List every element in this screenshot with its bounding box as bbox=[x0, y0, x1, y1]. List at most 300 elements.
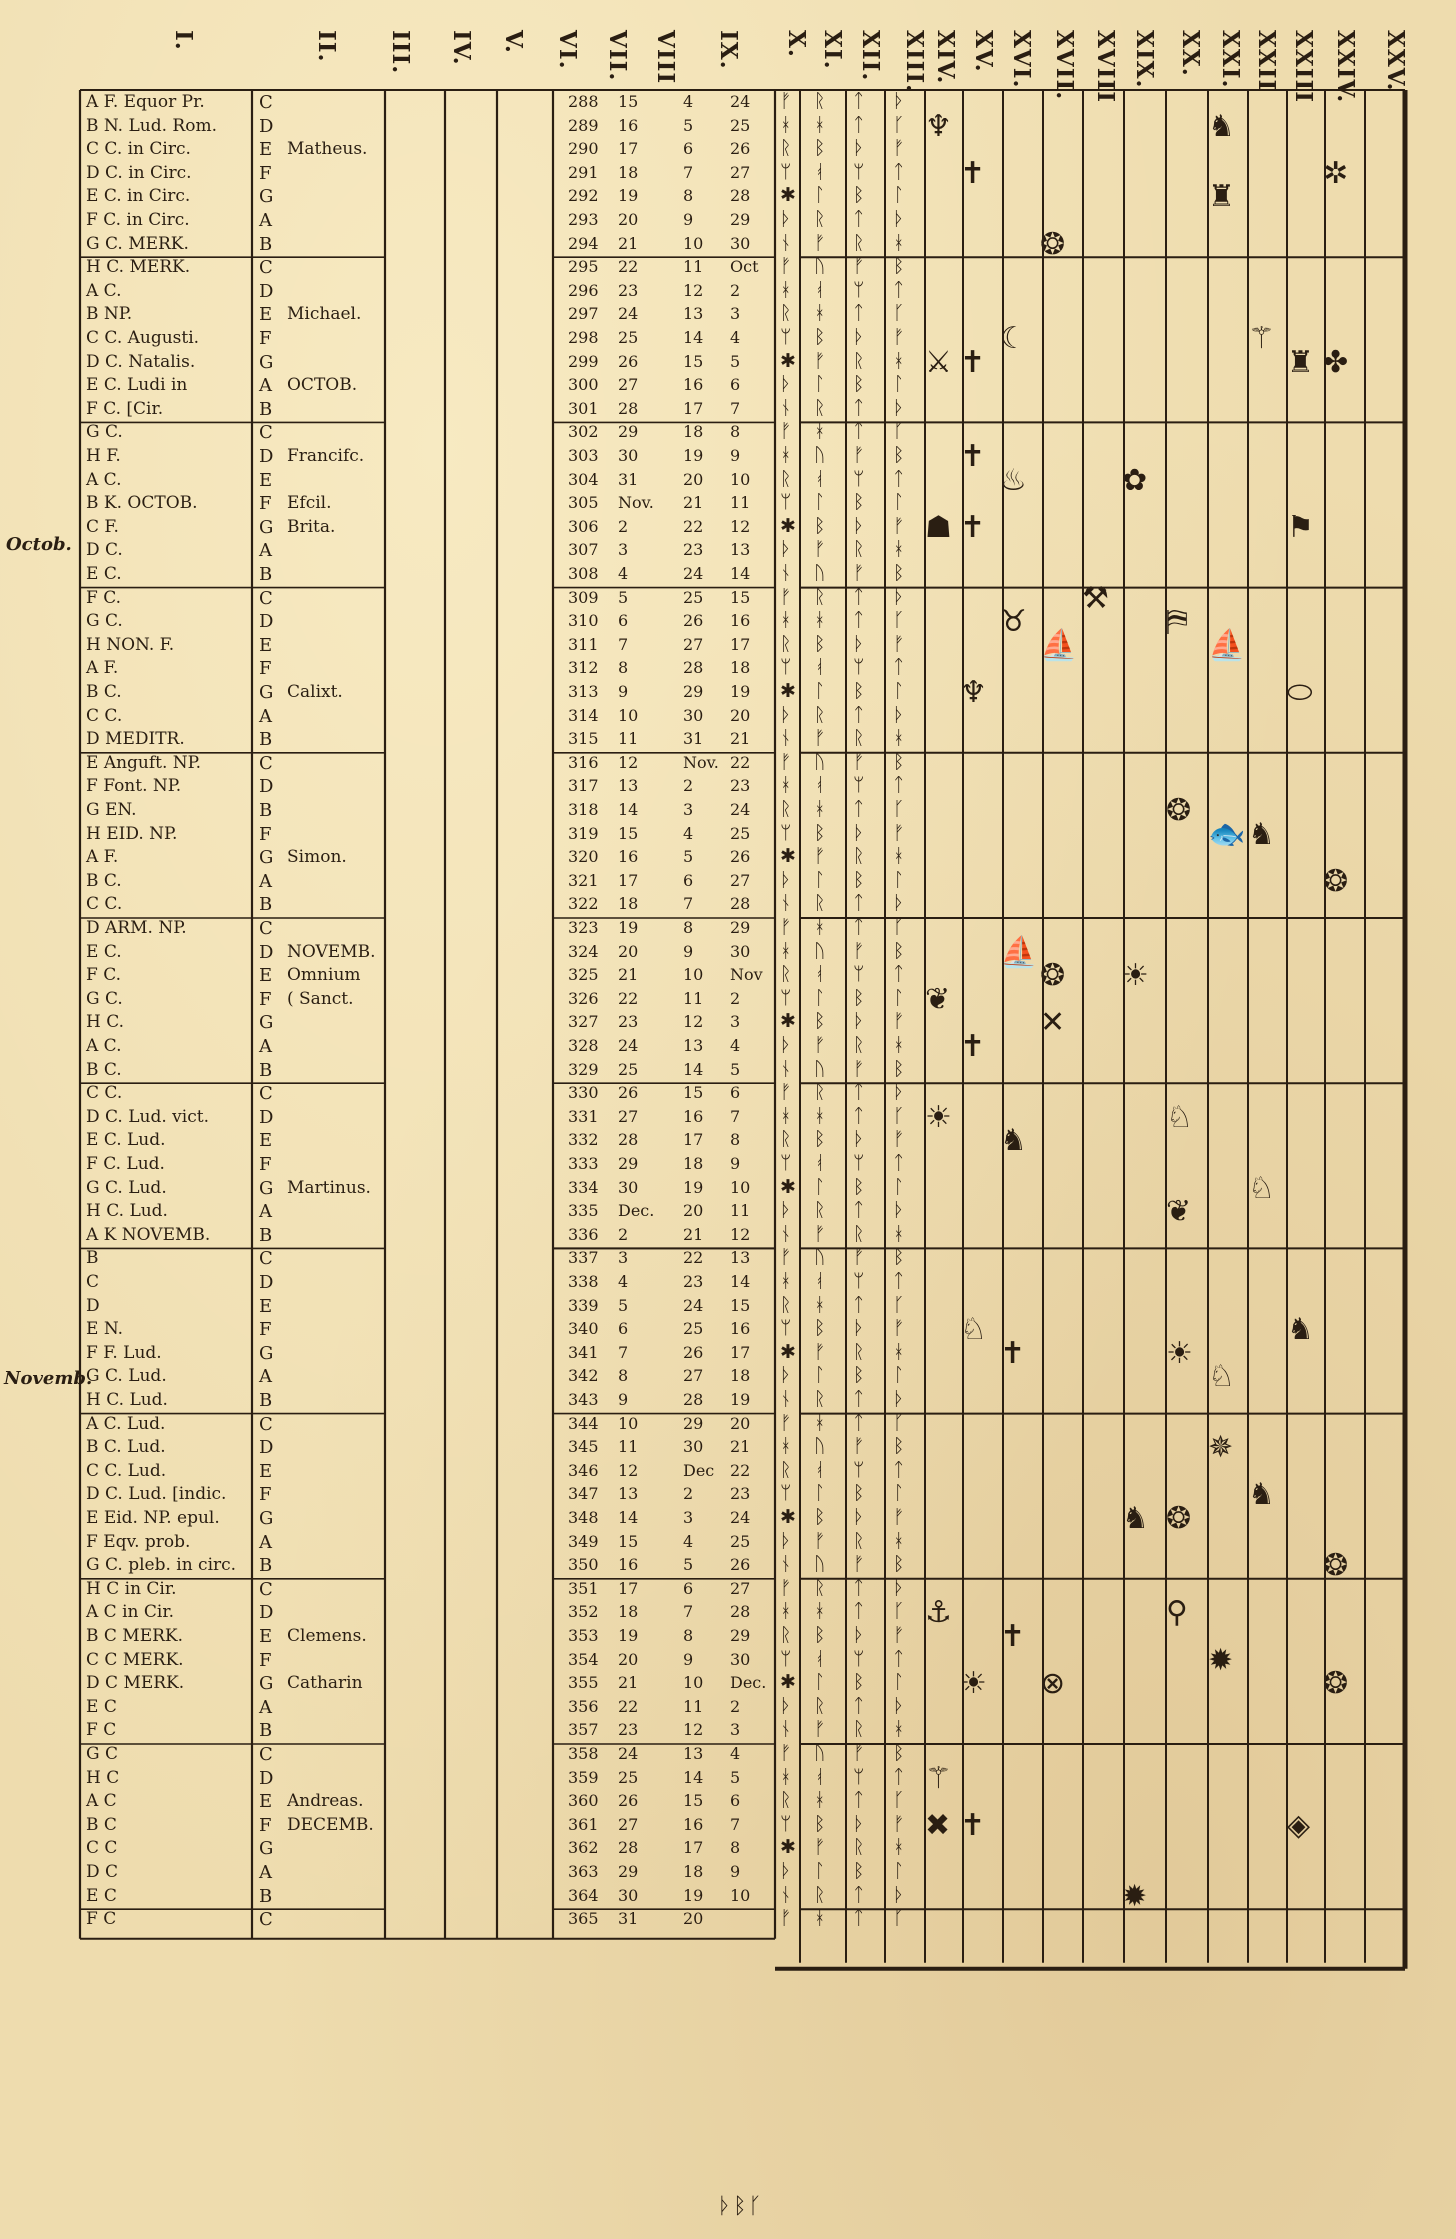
julian-day: 26 bbox=[618, 1083, 639, 1103]
rune-glyph: ᚼ bbox=[814, 1104, 828, 1127]
rune-glyph: ✱ bbox=[780, 1506, 798, 1528]
pictograph-icon: ⛿ bbox=[1166, 604, 1188, 640]
rune-glyph: ✱ bbox=[780, 514, 798, 537]
rune-glyph: ᛒ bbox=[814, 821, 828, 844]
pictograph-icon: ✝ bbox=[960, 1029, 986, 1064]
dominical-letter: F bbox=[259, 1154, 272, 1175]
rune-glyph: ᚠ bbox=[853, 562, 867, 584]
day-entry: H C bbox=[86, 1767, 120, 1788]
pictograph-icon: ♆ bbox=[960, 675, 987, 710]
day-entry: C C MERK. bbox=[86, 1649, 184, 1670]
rune-glyph: ᚠ bbox=[893, 1506, 907, 1528]
rune-glyph: ᚱ bbox=[814, 90, 828, 112]
day-number-viii: 23 bbox=[683, 540, 704, 560]
rune-glyph: ᛚ bbox=[893, 184, 907, 207]
day-number-ix: 19 bbox=[730, 682, 751, 701]
day-number-ix: 9 bbox=[730, 446, 741, 465]
day-number-viii: 26 bbox=[683, 1342, 704, 1362]
rune-glyph: ᚠ bbox=[814, 1836, 828, 1859]
rune-glyph: ᛏ bbox=[853, 916, 867, 938]
pictograph-icon: ❂ bbox=[1040, 958, 1066, 994]
rune-glyph: ᛏ bbox=[853, 1907, 867, 1930]
pictograph-icon: ☾ bbox=[1000, 321, 1027, 356]
dominical-letter: G bbox=[259, 682, 274, 703]
day-number-ix: 13 bbox=[730, 1248, 751, 1268]
rune-glyph: ᚢ bbox=[814, 255, 828, 278]
pictograph-icon: ✵ bbox=[1208, 1430, 1234, 1466]
julian-day: 29 bbox=[618, 422, 639, 442]
pictograph-icon: ♆ bbox=[925, 108, 952, 144]
rune-glyph: ᚱ bbox=[814, 1694, 828, 1717]
rune-glyph: ᛘ bbox=[780, 1152, 794, 1174]
dominical-letter: E bbox=[259, 139, 273, 161]
day-number-ix: 8 bbox=[730, 1838, 741, 1858]
side-note-november: Novemb. bbox=[4, 1368, 93, 1389]
day-of-year: 336 bbox=[568, 1224, 599, 1244]
rune-glyph: ᛏ bbox=[893, 774, 907, 797]
day-number-ix: 9 bbox=[730, 1862, 741, 1881]
julian-day: 24 bbox=[618, 304, 639, 324]
day-number-ix: 3 bbox=[730, 1720, 741, 1740]
day-number-ix: 5 bbox=[730, 1767, 741, 1787]
rune-glyph: ᚠ bbox=[893, 1128, 907, 1151]
rune-glyph: ᛒ bbox=[853, 1860, 867, 1882]
column-header: I. bbox=[170, 30, 197, 51]
column-header: XX. bbox=[1177, 30, 1204, 77]
rune-glyph: ᛚ bbox=[893, 1482, 907, 1505]
julian-day: 11 bbox=[618, 1437, 639, 1457]
rune-glyph: ᚢ bbox=[814, 750, 828, 773]
pictograph-icon: ⚒ bbox=[1082, 580, 1109, 616]
rune-glyph: ᚾ bbox=[780, 562, 794, 584]
julian-day: 19 bbox=[618, 186, 639, 206]
day-entry: A F. bbox=[86, 658, 119, 679]
day-number-viii: 21 bbox=[683, 493, 704, 513]
rune-glyph: ᛘ bbox=[780, 1317, 794, 1340]
dominical-letter: D bbox=[259, 776, 274, 798]
day-entry: H EID. NP. bbox=[86, 823, 178, 844]
pictograph-icon: ♉ bbox=[1000, 604, 1027, 640]
rune-glyph: ᚴ bbox=[893, 1600, 907, 1623]
julian-day: 15 bbox=[618, 92, 639, 111]
rune-glyph: ᚠ bbox=[780, 916, 794, 938]
feast-name: Michael. bbox=[287, 304, 362, 325]
julian-day: 17 bbox=[618, 1578, 639, 1598]
day-entry: B C. bbox=[86, 1059, 122, 1080]
rune-glyph: ᛏ bbox=[853, 892, 867, 915]
rune-glyph: ᚼ bbox=[780, 774, 794, 797]
day-number-ix: 25 bbox=[730, 115, 751, 135]
rune-glyph: ✱ bbox=[780, 184, 798, 207]
column-header: XXIV. bbox=[1332, 30, 1359, 104]
dominical-letter: C bbox=[259, 1744, 273, 1765]
day-number-viii: Dec bbox=[683, 1460, 715, 1480]
rune-glyph: ᚠ bbox=[853, 1742, 867, 1764]
dominical-letter: D bbox=[259, 115, 274, 137]
rune-glyph: ᚼ bbox=[780, 278, 794, 301]
day-number-viii: 6 bbox=[683, 870, 694, 890]
rune-glyph: ᚼ bbox=[893, 845, 907, 868]
day-entry: E C. bbox=[86, 941, 122, 962]
day-number-viii: 7 bbox=[683, 894, 694, 914]
rune-glyph: ᛚ bbox=[893, 1860, 907, 1882]
day-number-ix: 6 bbox=[730, 1083, 741, 1103]
rune-glyph: ✱ bbox=[780, 1010, 798, 1033]
day-number-viii: 10 bbox=[683, 965, 704, 985]
julian-day: 26 bbox=[618, 351, 639, 371]
rune-glyph: ᚴ bbox=[893, 1907, 907, 1930]
rune-glyph: ᛚ bbox=[893, 373, 907, 396]
julian-day: 13 bbox=[618, 1484, 639, 1504]
rune-glyph: ᛏ bbox=[853, 90, 867, 112]
day-number-ix: Dec. bbox=[730, 1673, 767, 1693]
dominical-letter: E bbox=[259, 304, 273, 326]
rune-glyph: ᛏ bbox=[853, 208, 867, 230]
column-header: XII. bbox=[857, 30, 884, 82]
day-number-viii: 18 bbox=[683, 1862, 704, 1881]
column-header: XVIII bbox=[1092, 30, 1119, 103]
rune-glyph: ᚦ bbox=[853, 137, 867, 160]
dominical-letter: D bbox=[259, 280, 274, 302]
day-number-ix: 28 bbox=[730, 1602, 751, 1622]
rune-glyph: ᚾ bbox=[780, 1057, 794, 1080]
pictograph-icon: ❂ bbox=[1323, 863, 1349, 899]
rune-glyph: ᚦ bbox=[780, 868, 794, 891]
rune-glyph: ᛏ bbox=[853, 1199, 867, 1222]
day-number-viii: 29 bbox=[683, 1413, 704, 1433]
julian-day: 4 bbox=[618, 564, 629, 583]
day-number-ix: 26 bbox=[730, 847, 751, 867]
rune-glyph: ᛘ bbox=[780, 160, 794, 183]
day-entry: A C. bbox=[86, 280, 122, 301]
day-of-year: 327 bbox=[568, 1012, 599, 1032]
day-entry: C C. in Circ. bbox=[86, 139, 191, 160]
rune-glyph: ᚦ bbox=[893, 585, 907, 608]
day-entry: E C. bbox=[86, 564, 122, 584]
rune-glyph: ᚼ bbox=[814, 1789, 828, 1812]
day-number-ix: 3 bbox=[730, 304, 741, 324]
rune-glyph: ᛘ bbox=[853, 1458, 867, 1481]
day-number-ix: 26 bbox=[730, 1555, 751, 1575]
julian-day: 16 bbox=[618, 847, 639, 867]
pictograph-icon: ❂ bbox=[1166, 1501, 1192, 1536]
dominical-letter: C bbox=[259, 752, 273, 774]
day-number-viii: 5 bbox=[683, 1555, 694, 1575]
day-number-viii: 27 bbox=[683, 1366, 704, 1386]
feast-name: Martinus. bbox=[287, 1177, 371, 1198]
rune-glyph: ✱ bbox=[780, 1836, 798, 1859]
rune-glyph: ᚠ bbox=[780, 1576, 794, 1599]
day-of-year: 302 bbox=[568, 422, 599, 442]
dominical-letter: C bbox=[259, 257, 273, 279]
day-entry: B bbox=[86, 1248, 99, 1269]
rune-glyph: ᚦ bbox=[780, 373, 794, 396]
dominical-letter: E bbox=[259, 1295, 273, 1317]
day-number-viii: 9 bbox=[683, 210, 694, 229]
dominical-letter: E bbox=[259, 634, 273, 656]
day-number-ix: 2 bbox=[730, 988, 741, 1008]
julian-day: 16 bbox=[618, 115, 639, 135]
julian-day: 15 bbox=[618, 1531, 639, 1551]
feast-name: Catharin bbox=[287, 1673, 363, 1694]
julian-day: 13 bbox=[618, 776, 639, 796]
day-entry: H C. MERK. bbox=[86, 257, 191, 278]
day-entry: C F. bbox=[86, 516, 119, 537]
day-entry: H C in Cir. bbox=[86, 1578, 177, 1599]
dominical-letter: G bbox=[259, 351, 274, 373]
rune-glyph: ᚱ bbox=[853, 538, 867, 561]
day-number-viii: 12 bbox=[683, 1720, 704, 1740]
day-number-viii: 31 bbox=[683, 729, 704, 749]
day-entry: B C. bbox=[86, 682, 122, 702]
day-entry: G C. Lud. bbox=[86, 1366, 167, 1387]
day-of-year: 353 bbox=[568, 1626, 599, 1645]
day-of-year: 289 bbox=[568, 115, 599, 135]
day-number-viii: 15 bbox=[683, 1083, 704, 1103]
feast-name: DECEMB. bbox=[287, 1814, 374, 1835]
julian-day: 7 bbox=[618, 634, 629, 654]
julian-day: 26 bbox=[618, 1791, 639, 1811]
julian-day: 16 bbox=[618, 1555, 639, 1575]
dominical-letter: A bbox=[259, 1366, 272, 1388]
day-of-year: 304 bbox=[568, 469, 599, 489]
day-number-ix: 8 bbox=[730, 422, 741, 442]
day-of-year: 293 bbox=[568, 210, 599, 229]
dominical-letter: B bbox=[259, 1885, 273, 1907]
day-number-viii: 15 bbox=[683, 351, 704, 371]
day-of-year: 295 bbox=[568, 257, 599, 277]
rune-glyph: ᛏ bbox=[853, 1104, 867, 1127]
rune-glyph: ᚼ bbox=[893, 1222, 907, 1245]
dominical-letter: E bbox=[259, 1626, 273, 1647]
rune-glyph: ᛏ bbox=[893, 1647, 907, 1670]
day-number-ix: 12 bbox=[730, 1224, 751, 1244]
pictograph-icon: ⊗ bbox=[1040, 1666, 1066, 1702]
rune-glyph: ᚦ bbox=[893, 1199, 907, 1222]
day-number-viii: 22 bbox=[683, 516, 704, 536]
day-of-year: 322 bbox=[568, 894, 599, 914]
rune-glyph: ᛒ bbox=[853, 1364, 867, 1387]
julian-day: 20 bbox=[618, 1649, 639, 1669]
julian-day: 23 bbox=[618, 280, 639, 300]
day-entry: F C. bbox=[86, 587, 122, 608]
rune-glyph: ᛏ bbox=[893, 1765, 907, 1788]
julian-day: 11 bbox=[618, 729, 639, 749]
rune-glyph: ᚼ bbox=[893, 349, 907, 372]
day-number-ix: 16 bbox=[730, 1319, 751, 1339]
rune-glyph: ᚾ bbox=[780, 1388, 794, 1410]
julian-day: 17 bbox=[618, 139, 639, 159]
day-of-year: 344 bbox=[568, 1413, 599, 1433]
rune-glyph: ᚱ bbox=[853, 231, 867, 254]
day-number-viii: 22 bbox=[683, 1248, 704, 1268]
column-header: XIX. bbox=[1131, 30, 1158, 89]
rune-glyph: ᚱ bbox=[780, 137, 794, 160]
rune-glyph: ᛏ bbox=[893, 467, 907, 490]
rune-glyph: ᚼ bbox=[814, 113, 828, 136]
rune-glyph: ᚼ bbox=[780, 1270, 794, 1292]
rune-glyph: ᚠ bbox=[814, 1034, 828, 1056]
rune-glyph: ᚮ bbox=[814, 963, 828, 986]
rune-glyph: ᚼ bbox=[893, 1034, 907, 1056]
day-entry: F Font. NP. bbox=[86, 776, 182, 797]
dominical-letter: G bbox=[259, 847, 274, 869]
julian-day: 19 bbox=[618, 1626, 639, 1645]
rune-glyph: ᛘ bbox=[780, 326, 794, 348]
rune-glyph: ᚴ bbox=[893, 1293, 907, 1316]
dominical-letter: F bbox=[259, 162, 272, 184]
day-of-year: 342 bbox=[568, 1366, 599, 1386]
rune-glyph: ✱ bbox=[780, 1175, 798, 1198]
day-of-year: 360 bbox=[568, 1791, 599, 1811]
dominical-letter: B bbox=[259, 800, 273, 821]
day-number-viii: 11 bbox=[683, 257, 704, 277]
pictograph-icon: ⬭ bbox=[1287, 675, 1313, 710]
pictograph-icon: ❂ bbox=[1166, 793, 1192, 828]
column-header: XV. bbox=[970, 30, 997, 73]
day-number-ix: 5 bbox=[730, 1059, 741, 1079]
pictograph-icon: ✲ bbox=[1323, 155, 1349, 191]
pictograph-icon: ⚲ bbox=[1166, 1595, 1188, 1631]
rune-glyph: ᛚ bbox=[893, 680, 907, 702]
day-entry: A C. Lud. bbox=[86, 1413, 166, 1434]
rune-glyph: ᚦ bbox=[780, 703, 794, 726]
pictograph-icon: ⚓ bbox=[925, 1595, 952, 1631]
julian-day: 27 bbox=[618, 375, 639, 395]
rune-glyph: ᚼ bbox=[814, 302, 828, 325]
day-entry: H NON. F. bbox=[86, 634, 175, 655]
day-number-ix: 14 bbox=[730, 564, 751, 583]
day-number-viii: 30 bbox=[683, 1437, 704, 1457]
day-number-ix: 28 bbox=[730, 894, 751, 914]
rune-glyph: ᛚ bbox=[814, 1860, 828, 1882]
dominical-letter: B bbox=[259, 1720, 273, 1742]
rune-glyph: ᛏ bbox=[853, 798, 867, 820]
day-of-year: 365 bbox=[568, 1909, 599, 1929]
day-of-year: 340 bbox=[568, 1319, 599, 1339]
rune-glyph: ᛚ bbox=[814, 1175, 828, 1198]
day-entry: D MEDITR. bbox=[86, 729, 185, 750]
rune-glyph: ᚮ bbox=[814, 1647, 828, 1670]
rune-glyph: ᚼ bbox=[780, 1600, 794, 1623]
day-of-year: 318 bbox=[568, 800, 599, 819]
rune-glyph: ᛘ bbox=[780, 1812, 794, 1835]
rune-glyph: ᛏ bbox=[853, 585, 867, 608]
feast-name: Simon. bbox=[287, 847, 347, 868]
rune-glyph: ᚼ bbox=[893, 1529, 907, 1552]
rune-glyph: ᚼ bbox=[893, 1836, 907, 1859]
day-of-year: 363 bbox=[568, 1862, 599, 1881]
rune-glyph: ᚱ bbox=[780, 467, 794, 490]
day-number-viii: 9 bbox=[683, 1649, 694, 1669]
column-header: II. bbox=[313, 30, 340, 63]
rune-glyph: ᚾ bbox=[780, 1222, 794, 1245]
rune-glyph: ᛒ bbox=[893, 750, 907, 773]
rune-glyph: ᛒ bbox=[814, 632, 828, 655]
rune-glyph: ᛒ bbox=[893, 1553, 907, 1576]
rune-glyph: ᛒ bbox=[814, 1010, 828, 1033]
dominical-letter: G bbox=[259, 186, 274, 208]
dominical-letter: B bbox=[259, 729, 273, 751]
rune-glyph: ᛏ bbox=[893, 1458, 907, 1481]
pictograph-icon: ♞ bbox=[1208, 108, 1235, 144]
pictograph-icon: ✕ bbox=[1040, 1005, 1066, 1041]
julian-day: 21 bbox=[618, 1673, 639, 1693]
day-number-ix: 20 bbox=[730, 1413, 751, 1433]
day-entry: A F. Equor Pr. bbox=[86, 92, 205, 112]
day-entry: F C. bbox=[86, 965, 122, 986]
day-number-ix: 29 bbox=[730, 1626, 751, 1645]
dominical-letter: C bbox=[259, 1413, 273, 1435]
rune-glyph: ᛘ bbox=[853, 1647, 867, 1670]
julian-day: 23 bbox=[618, 1720, 639, 1740]
rune-glyph: ᚦ bbox=[853, 1010, 867, 1033]
day-number-viii: 20 bbox=[683, 469, 704, 489]
dominical-letter: B bbox=[259, 894, 273, 916]
pictograph-icon: ♜ bbox=[1208, 179, 1235, 215]
julian-day: Nov. bbox=[618, 493, 654, 513]
day-entry: F C bbox=[86, 1720, 117, 1741]
rune-glyph: ᚠ bbox=[893, 1010, 907, 1033]
day-number-ix: 18 bbox=[730, 658, 751, 678]
day-number-ix: 13 bbox=[730, 540, 751, 560]
day-entry: G C. bbox=[86, 422, 123, 443]
rune-glyph: ᚠ bbox=[853, 1246, 867, 1269]
dominical-letter: F bbox=[259, 1319, 272, 1341]
pictograph-icon: ✝ bbox=[960, 1807, 986, 1843]
rune-glyph: ᚦ bbox=[780, 1034, 794, 1056]
rune-glyph: ᚱ bbox=[853, 1034, 867, 1056]
dominical-letter: D bbox=[259, 611, 274, 633]
feast-name: Omnium bbox=[287, 965, 361, 986]
day-entry: D bbox=[86, 1295, 100, 1316]
column-header: VI. bbox=[554, 30, 581, 70]
day-number-ix: 8 bbox=[730, 1130, 741, 1150]
rune-glyph: ᛒ bbox=[893, 1057, 907, 1080]
rune-glyph: ᚼ bbox=[893, 727, 907, 750]
day-number-ix: 27 bbox=[730, 162, 751, 182]
day-number-ix: 2 bbox=[730, 280, 741, 300]
day-number-viii: 8 bbox=[683, 1626, 694, 1645]
rune-glyph: ᚴ bbox=[893, 1789, 907, 1812]
rune-glyph: ᚱ bbox=[814, 1199, 828, 1222]
pictograph-icon: ✝ bbox=[960, 155, 986, 191]
rune-glyph: ᚼ bbox=[780, 939, 794, 962]
day-of-year: 328 bbox=[568, 1036, 599, 1055]
dominical-letter: C bbox=[259, 918, 273, 939]
day-number-viii: 16 bbox=[683, 1106, 704, 1126]
column-header: XIV. bbox=[932, 30, 959, 85]
day-of-year: 337 bbox=[568, 1248, 599, 1268]
rune-glyph: ᚱ bbox=[814, 1388, 828, 1410]
day-entry: D C. Lud. vict. bbox=[86, 1106, 209, 1127]
julian-day: 29 bbox=[618, 1154, 639, 1173]
rune-glyph: ᚠ bbox=[814, 1718, 828, 1741]
rune-glyph: ᛘ bbox=[853, 774, 867, 797]
pictograph-icon: ⚚ bbox=[1248, 321, 1275, 356]
rune-glyph: ᛒ bbox=[814, 514, 828, 537]
day-number-ix: 23 bbox=[730, 1484, 751, 1504]
day-entry: B C. bbox=[86, 870, 122, 891]
column-header: XXII bbox=[1253, 30, 1280, 92]
rune-glyph: ᚮ bbox=[814, 278, 828, 301]
julian-day: 20 bbox=[618, 941, 639, 961]
dominical-letter: B bbox=[259, 398, 273, 420]
day-of-year: 339 bbox=[568, 1295, 599, 1315]
dominical-letter: A bbox=[259, 1696, 272, 1718]
pictograph-icon: ⛵ bbox=[1208, 627, 1246, 663]
rune-glyph: ᚠ bbox=[853, 1057, 867, 1080]
